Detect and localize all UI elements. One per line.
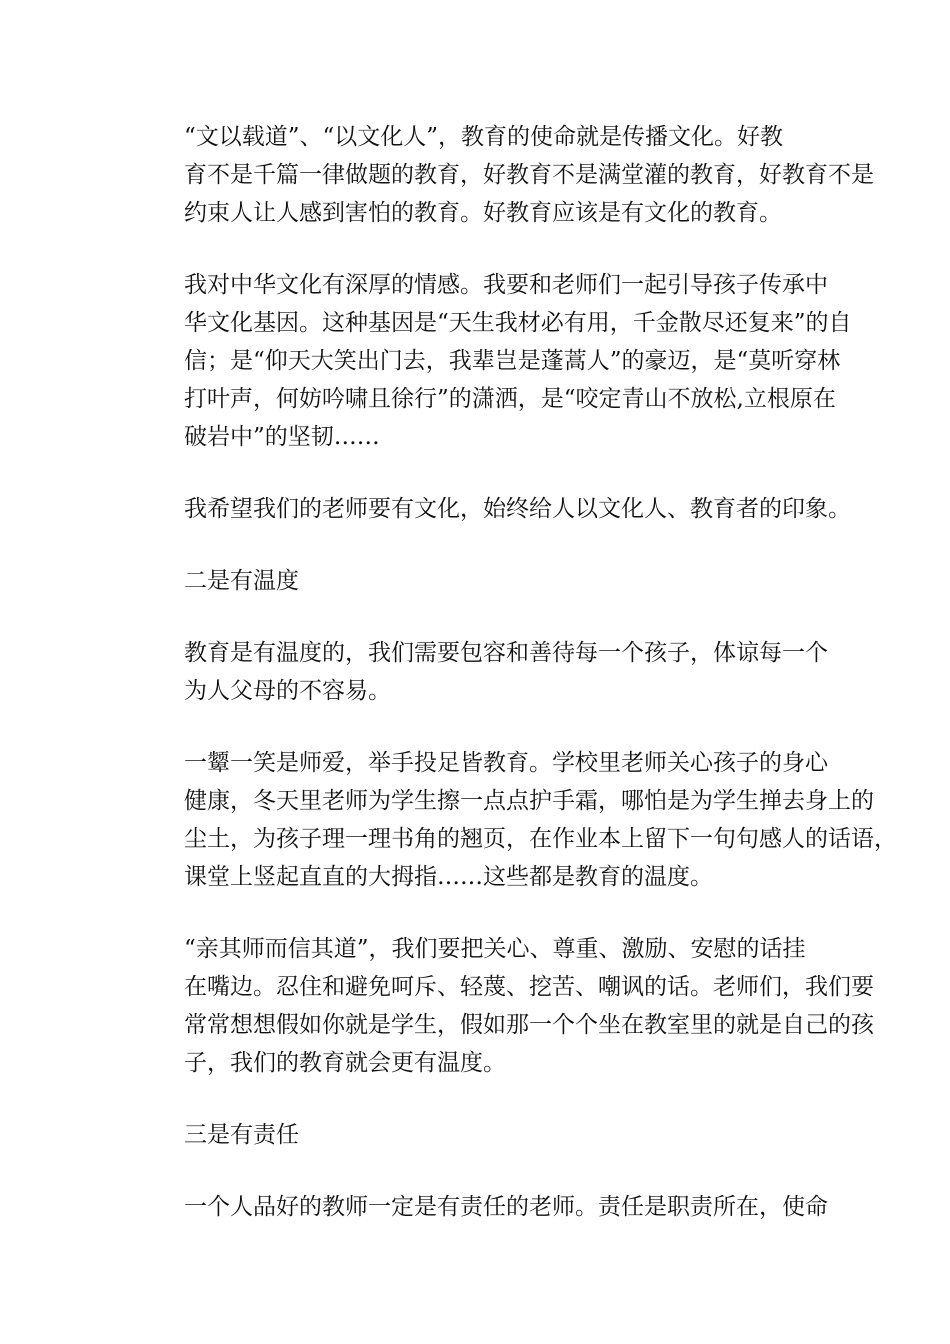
- text-line: 教育是有温度的，我们需要包容和善待每一个孩子，体谅每一个: [184, 640, 828, 666]
- text-line: 打叶声，何妨吟啸且徐行”的潇洒，是“咬定青山不放松,立根原在: [184, 386, 836, 412]
- paragraph-gap: [138, 1154, 824, 1188]
- text-line: 常常想想假如你就是学生，假如那一个个坐在教室里的就是自己的孩: [184, 1012, 874, 1038]
- paragraph-education-warmth: [138, 634, 828, 710]
- paragraph-teacher-love: [138, 744, 897, 896]
- text-line: “文以载道”、“以文化人”，教育的使命就是传播文化。好教: [184, 124, 784, 150]
- text-line: 破岩中”的坚韧……: [184, 424, 380, 450]
- paragraph-gap: [138, 456, 824, 490]
- paragraph-gap: [138, 600, 824, 634]
- text-line: “亲其师而信其道”，我们要把关心、尊重、激励、安慰的话挂: [184, 936, 806, 962]
- text-line: 我对中华文化有深厚的情感。我要和老师们一起引导孩子传承中: [184, 272, 828, 298]
- text-line: 尘土，为孩子理一理书角的翘页，在作业本上留下一句句感人的话语，: [184, 826, 897, 852]
- paragraph-culture-mission: [138, 118, 874, 232]
- paragraph-responsible-teacher: [138, 1188, 828, 1226]
- document-body: [138, 118, 897, 1226]
- paragraph-gap: [138, 232, 824, 266]
- section-heading-warmth: [138, 562, 824, 600]
- paragraph-chinese-culture: [138, 266, 852, 456]
- paragraph-respect-students: [138, 930, 874, 1082]
- section-heading-responsibility: [138, 1116, 824, 1154]
- text-line: 育不是千篇一律做题的教育，好教育不是满堂灌的教育，好教育不是: [184, 162, 874, 188]
- text-line: 子，我们的教育就会更有温度。: [184, 1050, 506, 1076]
- text-line: 课堂上竖起直直的大拇指……这些都是教育的温度。: [184, 864, 713, 890]
- paragraph-gap: [138, 710, 824, 744]
- text-line: 信；是“仰天大笑出门去，我辈岂是蓬蒿人”的豪迈，是“莫听穿林: [184, 348, 841, 374]
- paragraph-gap: [138, 896, 824, 930]
- text-line: 健康，冬天里老师为学生擦一点点护手霜，哪怕是为学生掸去身上的: [184, 788, 874, 814]
- text-line: 我希望我们的老师要有文化，始终给人以文化人、教育者的印象。: [184, 496, 851, 522]
- heading-text: 三是有责任: [184, 1122, 299, 1148]
- paragraph-teacher-culture: [138, 490, 851, 528]
- paragraph-gap: [138, 528, 824, 562]
- text-line: 约束人让人感到害怕的教育。好教育应该是有文化的教育。: [184, 200, 782, 226]
- text-line: 华文化基因。这种基因是“天生我材必有用，千金散尽还复来”的自: [184, 310, 852, 336]
- text-line: 一个人品好的教师一定是有责任的老师。责任是职责所在，使命: [184, 1194, 828, 1220]
- paragraph-gap: [138, 1082, 824, 1116]
- text-line: 在嘴边。忍住和避免呵斥、轻蔑、挖苦、嘲讽的话。老师们，我们要: [184, 974, 874, 1000]
- text-line: 为人父母的不容易。: [184, 678, 391, 704]
- text-line: 一颦一笑是师爱，举手投足皆教育。学校里老师关心孩子的身心: [184, 750, 828, 776]
- heading-text: 二是有温度: [184, 568, 299, 594]
